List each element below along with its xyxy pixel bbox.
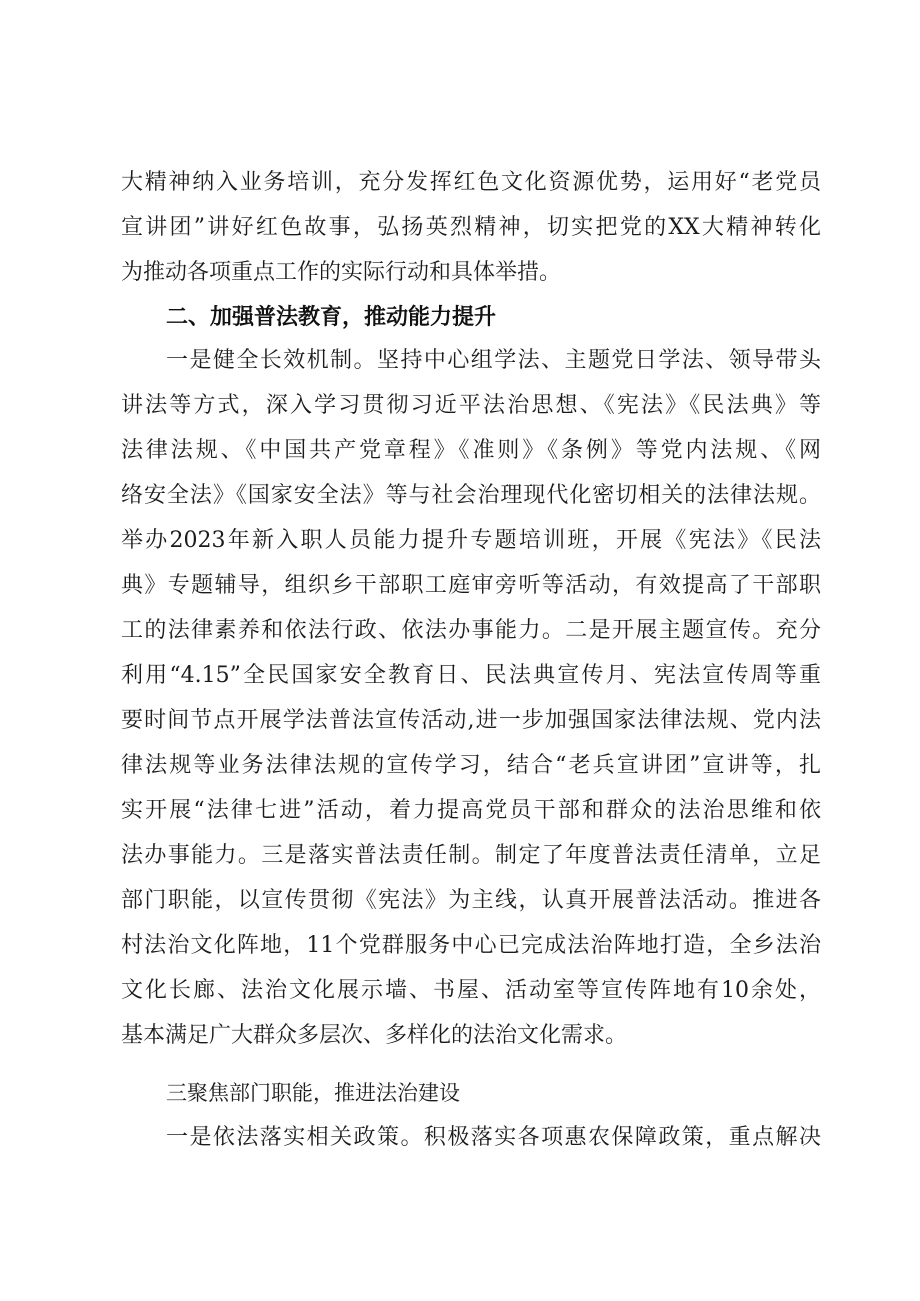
paragraph-line: 利用“4.15”全民国家安全教育日、民法典宣传月、宪法宣传周等重 (121, 663, 821, 688)
paragraph-line: 一是依法落实相关政策。积极落实各项惠农保障政策，重点解决 (166, 1125, 821, 1150)
paragraph-line: 典》专题辅导，组织乡干部职工庭审旁听等活动，有效提高了干部职 (121, 573, 821, 598)
paragraph-line: 络安全法》《国家安全法》等与社会治理现代化密切相关的法律法规。 (121, 483, 821, 508)
paragraph-line: 部门职能，以宣传贯彻《宪法》为主线，认真开展普法活动。推进各 (121, 888, 821, 913)
paragraph-line: 律法规等业务法律法规的宣传学习，结合“老兵宣讲团”宣讲等，扎 (121, 753, 821, 778)
paragraph-line: 法律法规、《中国共产党章程》《准则》《条例》等党内法规、《网 (121, 438, 821, 463)
paragraph-line: 实开展“法律七进”活动，着力提高党员干部和群众的法治思维和依 (121, 798, 821, 823)
paragraph-line: 文化长廊、法治文化展示墙、书屋、活动室等宣传阵地有10余处， (121, 978, 821, 1003)
paragraph-line: 为推动各项重点工作的实际行动和具体举措。 (121, 260, 562, 285)
paragraph-line: 村法治文化阵地，11个党群服务中心已完成法治阵地打造，全乡法治 (121, 933, 821, 958)
paragraph-line: 讲法等方式，深入学习贯彻习近平法治思想、《宪法》《民法典》等 (121, 393, 821, 418)
paragraph-line: 基本满足广大群众多层次、多样化的法治文化需求。 (121, 1023, 628, 1048)
paragraph-line: 举办2023年新入职人员能力提升专题培训班，开展《宪法》《民法 (121, 528, 821, 553)
paragraph-line: 工的法律素养和依法行政、依法办事能力。二是开展主题宣传。充分 (121, 618, 821, 643)
paragraph-line: 要时间节点开展学法普法宣传活动,进一步加强国家法律法规、党内法 (121, 708, 821, 733)
section-heading: 二、加强普法教育，推动能力提升 (166, 305, 497, 330)
paragraph-line: 法办事能力。三是落实普法责任制。制定了年度普法责任清单，立足 (121, 843, 821, 868)
paragraph-line: 大精神纳入业务培训，充分发挥红色文化资源优势，运用好“老党员 (121, 170, 821, 195)
paragraph-line: 宣讲团”讲好红色故事，弘扬英烈精神，切实把党的XX大精神转化 (121, 215, 821, 240)
paragraph-line: 一是健全长效机制。坚持中心组学法、主题党日学法、领导带头 (166, 348, 821, 373)
section-heading: 三聚焦部门职能，推进法治建设 (166, 1081, 460, 1105)
